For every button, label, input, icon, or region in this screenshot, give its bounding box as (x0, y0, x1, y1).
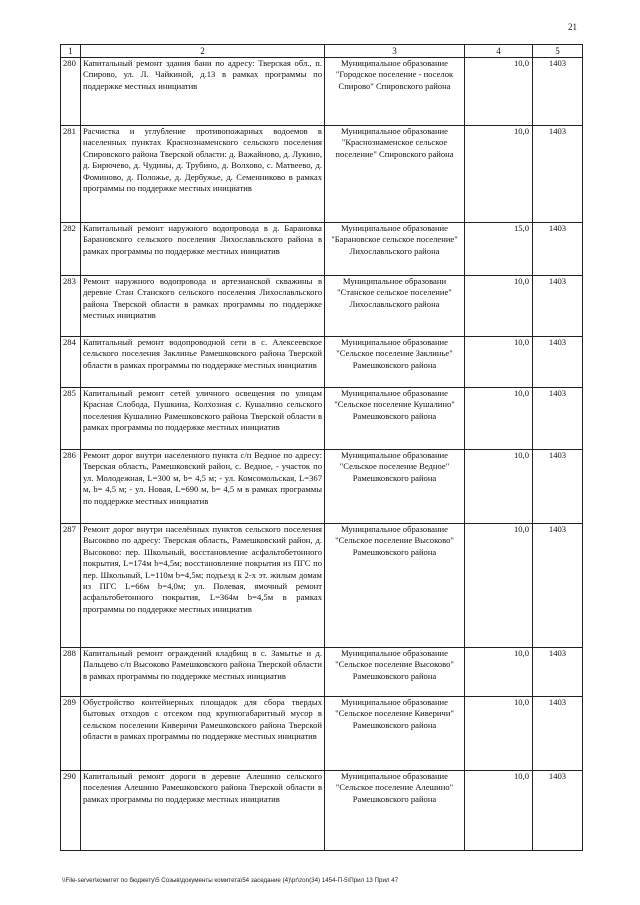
row-description: Капитальный ремонт сетей уличного освещения по улицам Красная Слобода, Пушкина, Колхозная с. Кушалино сельского поселения Кушалино Рамешковского района Тверской области в рамках программы по поддержке местных инициатив (81, 388, 325, 450)
row-number: 286 (61, 450, 81, 524)
row-description: Ремонт дорог внутри населённых пунктов сельского поселения Высоково по адресу: Тверская область, Рамешковский район, д. Высоково: пер. Школьный, восстановление асфальтобетонного покрытия, L=174м b=4,5м; восстановление покрытия из ПГС по пер. Школьный, L=110м b=4,5м; подъезд к 2-х эт. жилым домам из ПГС L=66м b=4,0м; ул. Полевая, ямочный ремонт асфальтобетонного покрытия, L=364м b=4,5м в рамках программы по поддержке местных инициатив (81, 524, 325, 648)
table-row (61, 450, 583, 524)
row-code: 1403 (533, 771, 583, 851)
header-cell: 1 (61, 45, 81, 58)
row-description: Капитальный ремонт водопроводной сети в с. Алексеевское сельского поселения Заклинье Рамешковского района Тверской области в рамках программы по поддержке местных инициатив (81, 337, 325, 388)
row-organization: Муниципальное образование "Сельское поселение Кушалино" Рамешковского района (325, 388, 465, 450)
row-number: 284 (61, 337, 81, 388)
row-description: Расчистка и углубление противопожарных водоемов в населенных пунктах Краснознаменского сельского поселения Спировского района Тверской области: д. Важайново, д. Лукино, д. Бирючево, д. Чудины, д. Трубино, д. Волхово, с. Матвеево, д. Фоминово, д. Положье, д. Дербужье, д. Семенниково в рамках программы по поддержке местных инициатив (81, 126, 325, 223)
row-description: Обустройство контейнерных площадок для сбора твердых бытовых отходов с отсеком под крупногабаритный мусор в сельском поселении Киверичи Рамешковского района Тверской области в рамках программы по поддержке местных инициатив (81, 697, 325, 771)
row-amount: 10,0 (465, 276, 533, 337)
table-row (61, 771, 583, 851)
row-number: 289 (61, 697, 81, 771)
table-row (61, 388, 583, 450)
row-code: 1403 (533, 337, 583, 388)
row-description: Ремонт наружного водопровода и артезианской скважины в деревне Стан Станского сельского поселения Лихославльского района Тверской области в рамках программы по поддержке местных инициатив (81, 276, 325, 337)
row-organization: Муниципальное образование "Городское поселение - поселок Спирово" Спировского района (325, 58, 465, 126)
file-path-footer: \\File-server\комитет по бюджету\5 Созыв\документы комитета\54 заседание (4)\pr\zon(34) 1454-П-5\Прил 13 Прил 47 (62, 877, 399, 884)
row-code: 1403 (533, 126, 583, 223)
row-code: 1403 (533, 223, 583, 276)
table-row (61, 276, 583, 337)
header-cell: 3 (325, 45, 465, 58)
budget-table (60, 44, 583, 851)
header-cell: 2 (81, 45, 325, 58)
row-organization: Муниципальное образование "Краснознаменское сельское поселение" Спировского района (325, 126, 465, 223)
row-code: 1403 (533, 450, 583, 524)
row-amount: 10,0 (465, 388, 533, 450)
row-amount: 10,0 (465, 524, 533, 648)
row-description: Капитальный ремонт дороги в деревне Алешино сельского поселения Алешино Рамешковского района Тверской области в рамках программы по поддержке местных инициатив (81, 771, 325, 851)
header-cell: 5 (533, 45, 583, 58)
row-number: 287 (61, 524, 81, 648)
row-description: Капитальный ремонт ограждений кладбищ в с. Замытье и д. Пальцево с/п Высоково Рамешковского района Тверской области в рамках программы по поддержке местных инициатив (81, 648, 325, 697)
row-code: 1403 (533, 388, 583, 450)
header-row (61, 45, 583, 58)
row-organization: Муниципальное образование "Сельское поселение Ведное" Рамешковского района (325, 450, 465, 524)
row-organization: Муниципальное образование "Сельское поселение Высоково" Рамешковского района (325, 648, 465, 697)
row-code: 1403 (533, 697, 583, 771)
row-number: 280 (61, 58, 81, 126)
table-row (61, 223, 583, 276)
row-number: 288 (61, 648, 81, 697)
table-row (61, 524, 583, 648)
table-row (61, 648, 583, 697)
table-row (61, 337, 583, 388)
row-code: 1403 (533, 648, 583, 697)
row-number: 282 (61, 223, 81, 276)
row-organization: Муниципальное образование "Сельское поселение Алешино" Рамешковского района (325, 771, 465, 851)
header-cell: 4 (465, 45, 533, 58)
row-organization: Муниципальное образование "Барановское сельское поселение" Лихославльского района (325, 223, 465, 276)
table-row (61, 697, 583, 771)
row-description: Ремонт дорог внутри населенного пункта с/п Ведное по адресу: Тверская область, Рамешковский район, с. Ведное, - участок по ул. Молодежная, L=300 м, b= 4,5 м; - ул. Комсомольская, L=367 м, b= 4,5 м; - ул. Новая, L=690 м, b= 4,5 м в рамках программы по поддержке местных инициатив (81, 450, 325, 524)
row-number: 285 (61, 388, 81, 450)
row-amount: 10,0 (465, 771, 533, 851)
row-code: 1403 (533, 276, 583, 337)
row-amount: 10,0 (465, 648, 533, 697)
row-code: 1403 (533, 58, 583, 126)
row-amount: 10,0 (465, 450, 533, 524)
row-organization: Муниципальное образование "Сельское поселение Высоково" Рамешковского района (325, 524, 465, 648)
row-amount: 10,0 (465, 58, 533, 126)
row-number: 283 (61, 276, 81, 337)
row-organization: Муниципальное образование "Сельское поселение Заклинье" Рамешковского района (325, 337, 465, 388)
row-description: Капитальный ремонт наружного водопровода в д. Барановка Барановского сельского поселения Лихославльского района в рамках программы по поддержке местных инициатив (81, 223, 325, 276)
row-organization: Муниципальное образовани "Станское сельское поселение" Лихославльского района (325, 276, 465, 337)
row-description: Капитальный ремонт здания бани по адресу: Тверская обл., п. Спирово, ул. Л. Чайкиной, д.13 в рамках программы по поддержке местных инициатив (81, 58, 325, 126)
row-number: 281 (61, 126, 81, 223)
page-number: 21 (568, 22, 577, 32)
table-row (61, 58, 583, 126)
row-number: 290 (61, 771, 81, 851)
row-amount: 10,0 (465, 697, 533, 771)
row-amount: 10,0 (465, 126, 533, 223)
row-organization: Муниципальное образование "Сельское поселение Киверичи" Рамешковского района (325, 697, 465, 771)
row-code: 1403 (533, 524, 583, 648)
row-amount: 10,0 (465, 337, 533, 388)
table-row (61, 126, 583, 223)
row-amount: 15,0 (465, 223, 533, 276)
